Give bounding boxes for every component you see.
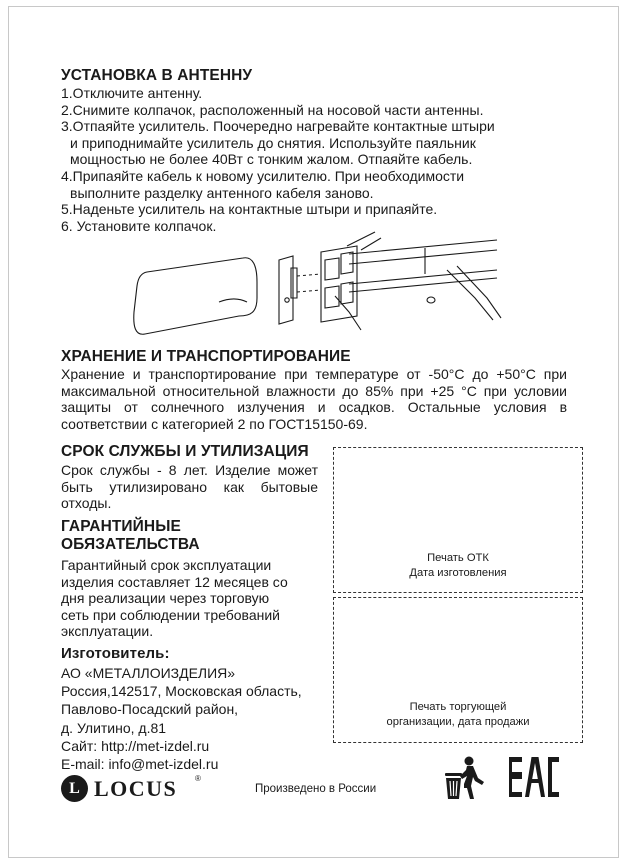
manufacturer-address-line: Россия,142517, Московская область, xyxy=(61,683,302,700)
otk-stamp-label xyxy=(334,551,582,581)
step-4-cont: выполните разделку антенного кабеля заново. xyxy=(70,184,374,201)
warranty-title xyxy=(61,518,200,554)
storage-title: ХРАНЕНИЕ И ТРАНСПОРТИРОВАНИЕ xyxy=(61,348,351,365)
manufacturer-info xyxy=(61,664,302,773)
eac-logo-icon xyxy=(508,755,560,799)
manufacturer-address-line: Павлово-Посадский район, xyxy=(61,701,239,718)
manufacturer-company: АО «МЕТАЛЛОИЗДЕЛИЯ» xyxy=(61,665,236,681)
otk-stamp-label-line-2: Дата изготовления xyxy=(409,567,507,579)
manufacturer-address-line: д. Улитино, д.81 xyxy=(61,719,167,736)
step-2: 2.Снимите колпачок, расположенный на носовой части антенны. xyxy=(61,101,484,118)
locus-logo-mark-icon: L xyxy=(61,775,88,802)
step-6: 6. Установите колпачок. xyxy=(61,217,217,234)
installation-steps xyxy=(61,85,495,234)
warranty-title-line-1: ГАРАНТИЙНЫЕ xyxy=(61,518,181,535)
locus-logo-text: LOCUS xyxy=(94,776,178,801)
made-in-russia: Произведено в России xyxy=(255,783,377,795)
locus-logo xyxy=(61,774,211,804)
registered-mark: ® xyxy=(195,774,201,783)
warranty-line: дня реализации через торговую xyxy=(61,590,270,607)
step-3-cont-b: мощностью не более 40Вт с тонким жалом. Отпаяйте кабель. xyxy=(70,151,473,168)
manufacturer-title: Изготовитель: xyxy=(61,645,170,662)
warranty-line: Гарантийный срок эксплуатации xyxy=(61,557,272,573)
otk-stamp-label-line-1: Печать ОТК xyxy=(427,552,489,564)
amplifier-installation-diagram xyxy=(125,228,505,350)
step-1: 1.Отключите антенну. xyxy=(61,85,203,101)
shop-stamp-label-line-2: организации, дата продажи xyxy=(386,716,530,728)
warranty-title-line-2: ОБЯЗАТЕЛЬСТВА xyxy=(61,536,200,553)
manufacturer-website: Сайт: http://met-izdel.ru xyxy=(61,737,210,754)
warranty-line: сеть при соблюдении требований xyxy=(61,606,280,623)
service-text: Срок службы - 8 лет. Изделие может быть утилизировано как бытовые отходы. xyxy=(61,462,318,512)
shop-stamp-box xyxy=(333,597,583,743)
step-5: 5.Наденьте усилитель на контактные штыри и припаяйте. xyxy=(61,201,438,218)
shop-stamp-label-line-1: Печать торгующей xyxy=(409,701,507,713)
service-title: СРОК СЛУЖБЫ И УТИЛИЗАЦИЯ xyxy=(61,443,309,460)
manufacturer-email: E-mail: info@met-izdel.ru xyxy=(61,756,219,773)
trash-bin-disposal-icon xyxy=(440,752,488,804)
step-3: 3.Отпаяйте усилитель. Поочередно нагревайте контактные штыри xyxy=(61,118,495,135)
warranty-text xyxy=(61,557,288,640)
warranty-line: эксплуатации. xyxy=(61,623,154,640)
otk-stamp-box xyxy=(333,447,583,593)
warranty-line: изделия составляет 12 месяцев со xyxy=(61,573,288,590)
installation-title: УСТАНОВКА В АНТЕННУ xyxy=(61,67,253,84)
step-4: 4.Припаяйте кабель к новому усилителю. При необходимости xyxy=(61,167,465,184)
storage-text: Хранение и транспортирование при температуре от -50°С до +50°С при максимальной относительной влажности до 85% при +25 °С при условии защиты от солнечного излучения и осадков. Остальные условия в соответствии с категорией 2 по ГОСТ15150-69. xyxy=(61,366,567,432)
shop-stamp-label xyxy=(334,700,582,730)
eac-mark xyxy=(508,755,560,799)
step-3-cont-a: и приподнимайте усилитель до снятия. Используйте паяльник xyxy=(70,134,476,151)
